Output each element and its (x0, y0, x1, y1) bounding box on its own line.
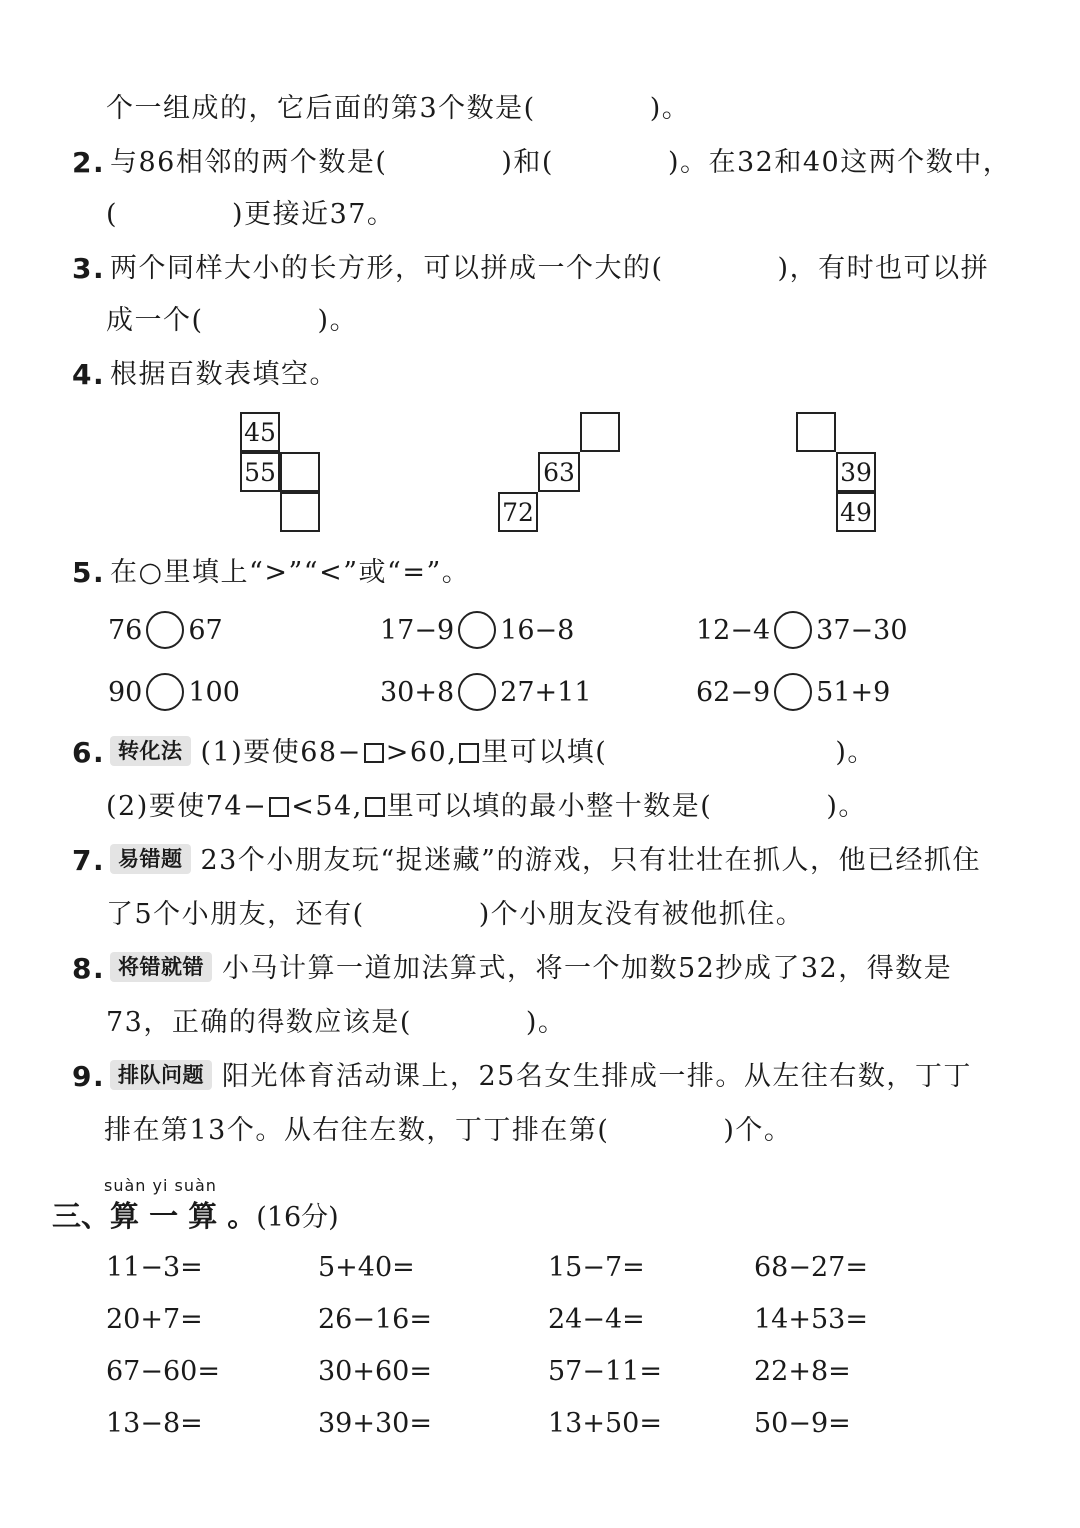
q6-l1-a: (1)要使68− (200, 737, 362, 768)
q3-line1: 两个同样大小的长方形，可以拼成一个大的( )，有时也可以拼 (110, 253, 990, 284)
calc-item: 50−9= (754, 1408, 851, 1439)
q9-line1 (110, 1054, 972, 1100)
q6-l1-b: >60, (385, 737, 458, 768)
q8-line1-text: 小马计算一道加法算式，将一个加数52抄成了32，得数是 (222, 953, 953, 984)
section-3-title (52, 1196, 339, 1238)
compare-right: 51+9 (816, 677, 891, 708)
q6-number: 6. (72, 736, 106, 769)
q2-line2: ( )更接近37。 (106, 199, 396, 230)
grid-b-cell-blank[interactable] (580, 412, 620, 452)
q3-line2: 成一个( )。 (106, 305, 359, 336)
q7-tag: 易错题 (110, 844, 191, 874)
calc-item: 24−4= (548, 1304, 645, 1335)
q7-line1 (110, 838, 981, 884)
grid-c-cell-39: 39 (836, 452, 876, 492)
blank-square (459, 743, 479, 763)
calc-item: 13+50= (548, 1408, 662, 1439)
grid-a-cell-blank[interactable] (280, 492, 320, 532)
compare-right: 37−30 (816, 615, 908, 646)
q6-l2-a: (2)要使74− (106, 791, 268, 822)
q3-number: 3. (72, 252, 106, 285)
calc-item: 57−11= (548, 1356, 662, 1387)
calc-item: 26−16= (318, 1304, 432, 1335)
compare-item (380, 608, 574, 654)
grid-b-cell-63: 63 (538, 452, 580, 492)
calc-item: 15−7= (548, 1252, 645, 1283)
q9-number: 9. (72, 1060, 106, 1093)
q9-line2: 排在第13个。从右往左数，丁丁排在第( )个。 (104, 1115, 793, 1146)
calc-item: 30+60= (318, 1356, 432, 1387)
compare-item (696, 670, 890, 716)
q7-line1-text: 23个小朋友玩“捉迷藏”的游戏，只有壮壮在抓人，他已经抓住 (200, 845, 981, 876)
q6-line1 (110, 730, 876, 776)
grid-b-cell-72: 72 (498, 492, 538, 532)
calc-item: 22+8= (754, 1356, 851, 1387)
grid-c-cell-49: 49 (836, 492, 876, 532)
q1-text: 个一组成的，它后面的第3个数是( )。 (106, 93, 691, 124)
section-3-heading: 三、算 一 算 。 (52, 1199, 257, 1233)
compare-right: 16−8 (500, 615, 575, 646)
calc-item: 11−3= (106, 1252, 203, 1283)
compare-left: 62−9 (696, 677, 771, 708)
q7-number: 7. (72, 844, 106, 877)
compare-left: 30+8 (380, 677, 455, 708)
calc-item: 67−60= (106, 1356, 220, 1387)
q7-line2: 了5个小朋友，还有( )个小朋友没有被他抓住。 (106, 899, 805, 930)
calc-item: 14+53= (754, 1304, 868, 1335)
calc-item: 20+7= (106, 1304, 203, 1335)
grid-a-cell-45: 45 (240, 412, 280, 452)
compare-circle[interactable] (146, 673, 184, 711)
q2-number: 2. (72, 146, 106, 179)
q6-line2 (106, 784, 867, 830)
q8-line1 (110, 946, 952, 992)
q6-l2-b: <54, (291, 791, 363, 822)
blank-square[interactable] (269, 797, 289, 817)
compare-circle[interactable] (774, 611, 812, 649)
grid-a-cell-55: 55 (240, 452, 280, 492)
compare-circle[interactable] (458, 673, 496, 711)
compare-item (696, 608, 908, 654)
compare-item (108, 608, 223, 654)
grid-a-cell-blank[interactable] (280, 452, 320, 492)
q2-line1: 与86相邻的两个数是( )和( )。在32和40这两个数中， (110, 147, 1012, 178)
blank-square (365, 797, 385, 817)
q6-l2-c: 里可以填的最小整十数是( )。 (386, 791, 867, 822)
q6-tag: 转化法 (110, 736, 191, 766)
q9-tag: 排队问题 (110, 1060, 212, 1090)
calc-item: 13−8= (106, 1408, 203, 1439)
calc-item: 39+30= (318, 1408, 432, 1439)
compare-left: 90 (108, 677, 143, 708)
compare-right: 67 (188, 615, 223, 646)
section-3-points: (16分) (256, 1202, 339, 1233)
grid-c-cell-blank[interactable] (796, 412, 836, 452)
q4-line1: 根据百数表填空。 (110, 359, 338, 390)
q4-number: 4. (72, 358, 106, 391)
calc-item: 5+40= (318, 1252, 415, 1283)
q5-number: 5. (72, 556, 106, 589)
compare-right: 27+11 (500, 677, 592, 708)
q9-line1-text: 阳光体育活动课上，25名女生排成一排。从左往右数，丁丁 (222, 1061, 972, 1092)
q8-line2: 73，正确的得数应该是( )。 (106, 1007, 567, 1038)
q8-tag: 将错就错 (110, 952, 212, 982)
compare-circle[interactable] (458, 611, 496, 649)
compare-circle[interactable] (774, 673, 812, 711)
q6-l1-c: 里可以填( )。 (481, 737, 876, 768)
compare-right: 100 (188, 677, 240, 708)
compare-circle[interactable] (146, 611, 184, 649)
compare-item (108, 670, 240, 716)
section-3-pinyin: suàn yi suàn (104, 1176, 217, 1195)
compare-item (380, 670, 592, 716)
blank-square[interactable] (364, 743, 384, 763)
q8-number: 8. (72, 952, 106, 985)
q5-line1: 在○里填上“>”“<”或“=”。 (110, 557, 471, 588)
compare-left: 12−4 (696, 615, 771, 646)
compare-left: 17−9 (380, 615, 455, 646)
calc-item: 68−27= (754, 1252, 868, 1283)
compare-left: 76 (108, 615, 143, 646)
